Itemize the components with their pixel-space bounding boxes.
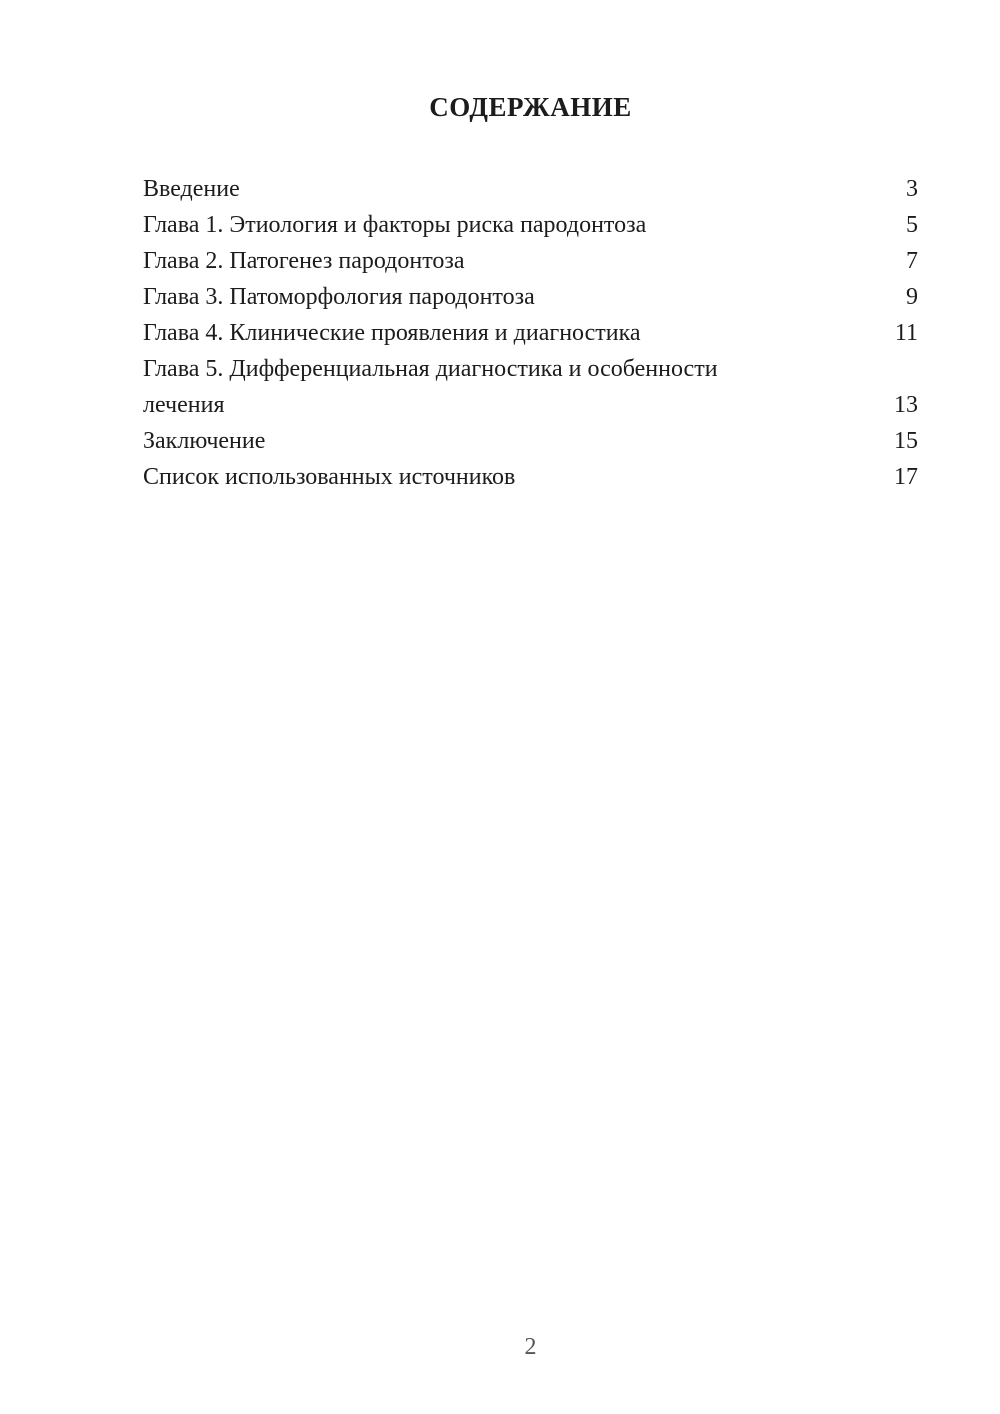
toc-entry-chapter-4	[143, 315, 918, 351]
toc-entry-chapter-3	[143, 279, 918, 315]
toc-entry-label: Глава 1. Этиология и факторы риска пародонтоза	[143, 212, 647, 238]
toc-entry-chapter-1	[143, 207, 918, 243]
toc-entry-page-number: 7	[906, 248, 918, 274]
toc-entry-chapter-2	[143, 243, 918, 279]
toc-entry-label: Глава 3. Патоморфология пародонтоза	[143, 284, 535, 310]
toc-entry-page-number: 3	[906, 176, 918, 202]
toc-entry-page-number: 5	[906, 212, 918, 238]
toc-entry-label: Введение	[143, 176, 240, 202]
toc-entry-label: Список использованных источников	[143, 464, 516, 490]
toc-entry-introduction	[143, 171, 918, 207]
toc-entry-page-number: 11	[894, 320, 918, 346]
toc-entry-label: Заключение	[143, 428, 266, 454]
toc-entry-label: Глава 2. Патогенез пародонтоза	[143, 248, 465, 274]
toc-entry-label: Глава 4. Клинические проявления и диагностика	[143, 320, 641, 346]
toc-entry-page-number: 9	[906, 284, 918, 310]
toc-entry-conclusion	[143, 423, 918, 459]
toc-entry-page-number: 13	[894, 392, 918, 418]
toc-entry-page-number: 15	[894, 428, 918, 454]
toc-entry-references	[143, 459, 918, 495]
toc-entry-label: Глава 5. Дифференциальная диагностика и особенности лечения	[143, 356, 718, 418]
footer-page-number: 2	[524, 1334, 537, 1360]
toc-entry-page-number: 17	[894, 464, 918, 490]
page-title: СОДЕРЖАНИЕ	[429, 92, 632, 122]
table-of-contents	[143, 171, 918, 495]
toc-entry-chapter-5	[143, 351, 918, 423]
